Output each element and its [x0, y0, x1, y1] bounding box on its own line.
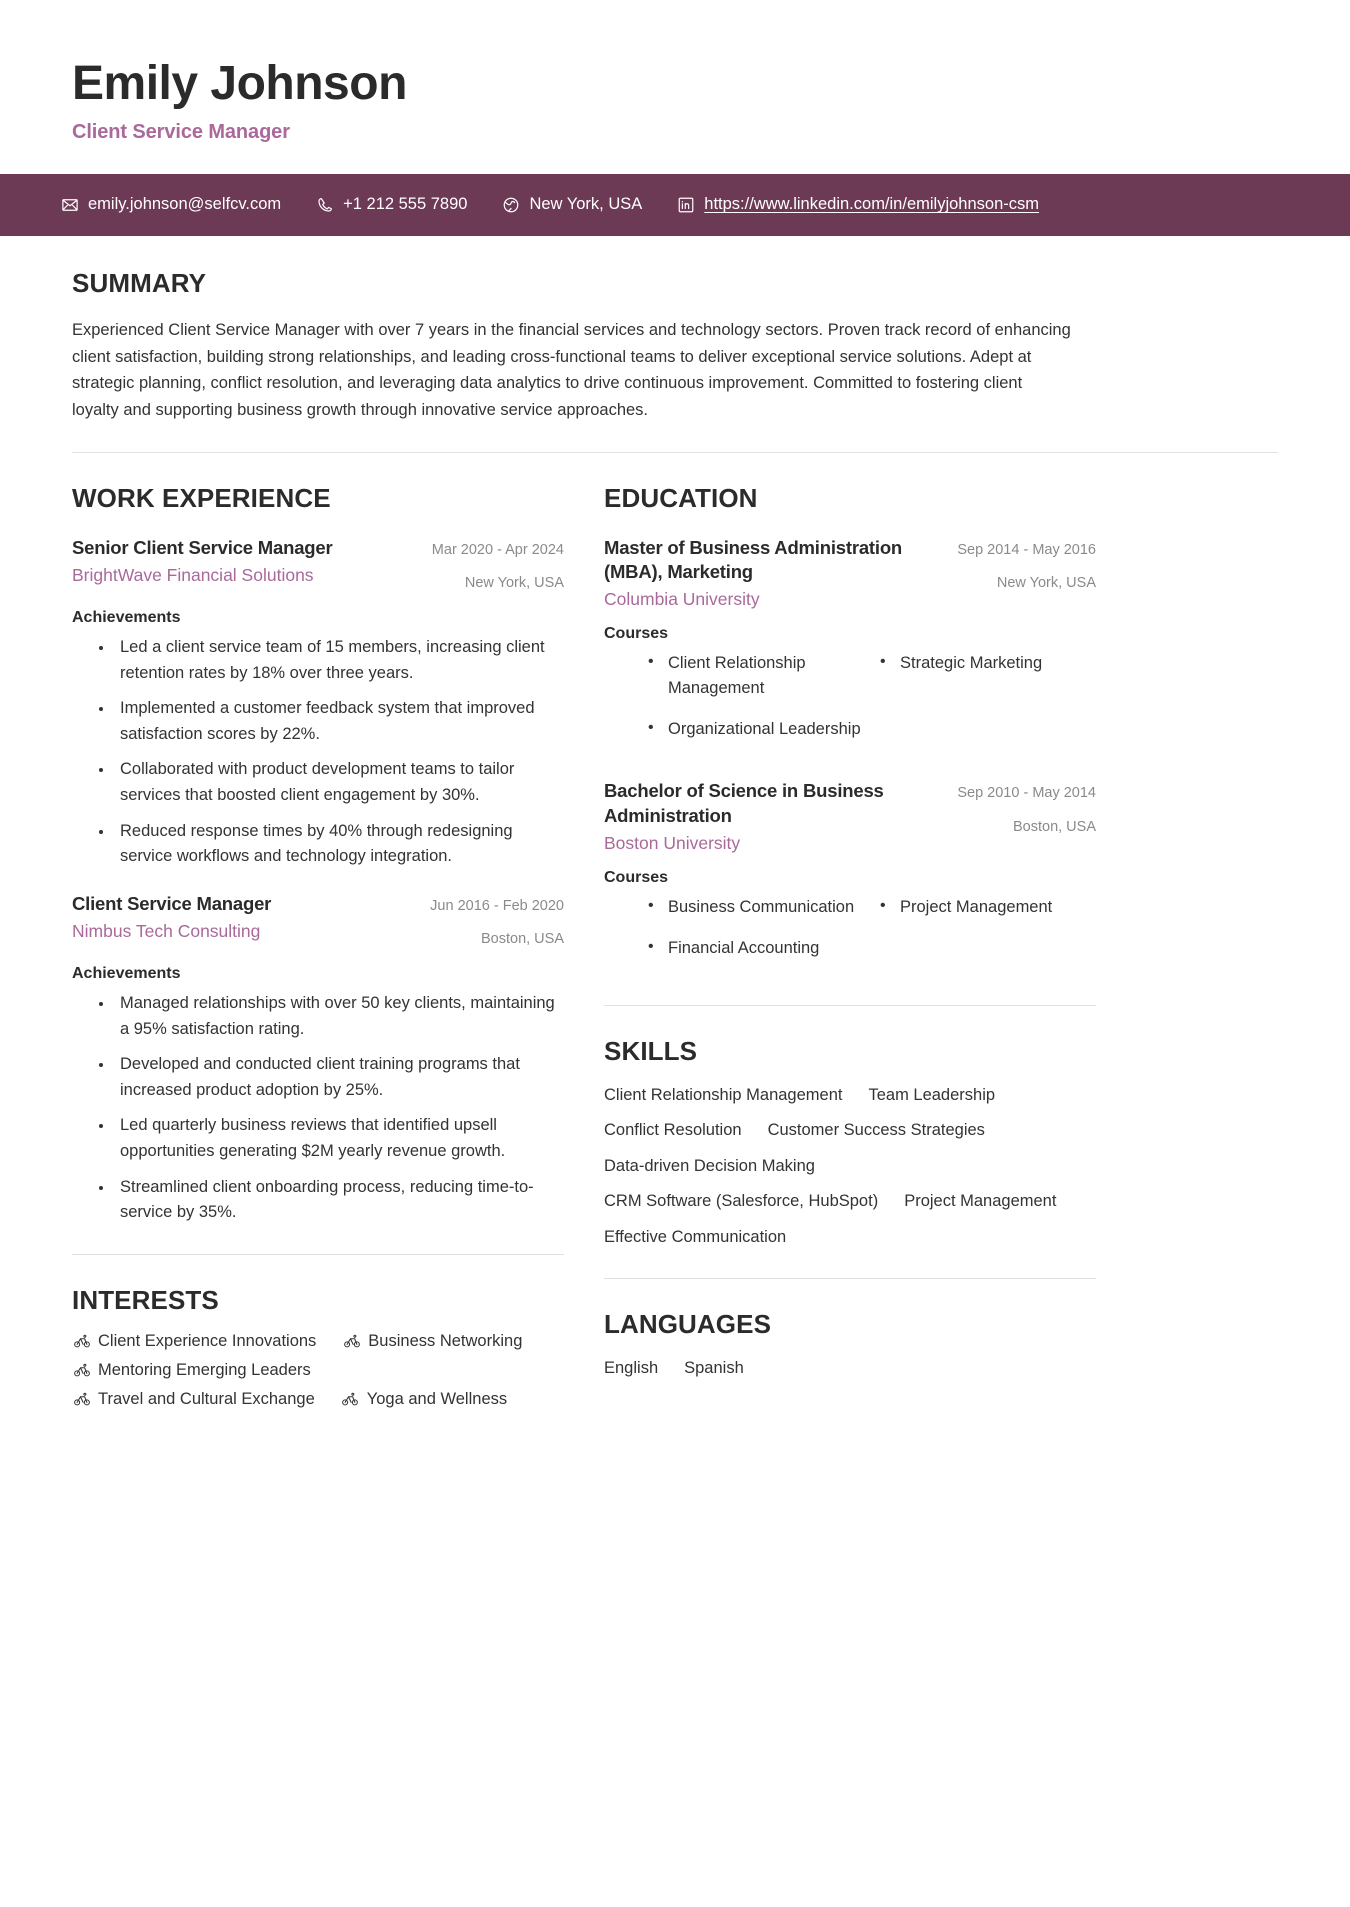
education-dates: Sep 2010 - May 2014: [957, 785, 1096, 802]
envelope-icon: [60, 195, 79, 214]
list-item: • Implemented a customer feedback system that improved satisfaction scores by 22%.: [114, 696, 564, 747]
contact-location-text: New York, USA: [529, 195, 643, 214]
contact-phone-text: +1 212 555 7890: [343, 195, 468, 214]
contact-location: [501, 195, 642, 214]
list-item: [72, 1390, 315, 1409]
bicycle-icon: [72, 1390, 91, 1409]
interest-label: Client Experience Innovations: [98, 1331, 317, 1350]
courses-column: [646, 651, 864, 757]
list-item: • Streamlined client onboarding process, reducing time-to-service by 35%.: [114, 1175, 564, 1226]
contact-phone[interactable]: [315, 195, 467, 214]
courses-column: [878, 651, 1096, 757]
left-column: [72, 479, 564, 1409]
work-location: New York, USA: [464, 575, 564, 592]
work-company: Nimbus Tech Consulting: [72, 921, 261, 942]
resume-header: [0, 0, 1350, 144]
interest-label: Yoga and Wellness: [366, 1389, 508, 1408]
bicycle-icon: [72, 1332, 91, 1351]
skills-divider: [604, 1005, 1096, 1006]
list-item: • Led quarterly business reviews that identified upsell opportunities generating $2M yearly revenue growth.: [114, 1113, 564, 1164]
education-location: Boston, USA: [1012, 819, 1096, 836]
skill-item: Conflict Resolution: [604, 1121, 742, 1140]
skill-item: Effective Communication: [604, 1227, 787, 1246]
candidate-job-title: Client Service Manager: [72, 120, 290, 143]
education-courses-grid: [604, 651, 1096, 757]
summary-title: SUMMARY: [72, 267, 207, 298]
interest-label: Business Networking: [368, 1331, 523, 1350]
contact-linkedin[interactable]: [676, 195, 1039, 214]
skill-item: CRM Software (Salesforce, HubSpot): [604, 1192, 879, 1211]
education-entry: [604, 536, 1096, 758]
summary-section: [72, 236, 1278, 453]
education-section: [604, 479, 1096, 977]
list-item: [341, 1390, 507, 1409]
list-item: • Reduced response times by 40% through redesigning service workflows and technology integration.: [114, 819, 564, 870]
work-entry: [72, 892, 564, 1226]
right-column: [604, 479, 1096, 1409]
list-item: • Developed and conducted client training programs that increased product adoption by 25%.: [114, 1052, 564, 1103]
work-achievements-list: [72, 635, 564, 870]
education-title: EDUCATION: [604, 482, 758, 513]
list-item: • Led a client service team of 15 members, increasing client retention rates by 18% over three years.: [114, 635, 564, 686]
skill-item: Team Leadership: [868, 1085, 996, 1104]
list-item: • Business Communication: [646, 895, 864, 920]
work-achievements-label: Achievements: [72, 965, 181, 983]
list-item: • Organizational Leadership: [646, 717, 864, 742]
contact-email[interactable]: [60, 195, 281, 214]
contact-bar: [0, 174, 1350, 236]
education-courses-grid: [604, 895, 1096, 977]
education-degree: Bachelor of Science in Business Administration: [604, 780, 884, 826]
work-dates: Jun 2016 - Feb 2020: [430, 897, 564, 914]
work-location: Boston, USA: [480, 931, 564, 948]
list-item: • Strategic Marketing: [878, 651, 1096, 676]
language-item: English: [604, 1359, 659, 1378]
interest-label: Travel and Cultural Exchange: [98, 1389, 315, 1408]
education-degree: Master of Business Administration (MBA), Marketing: [604, 536, 903, 583]
skill-item: Customer Success Strategies: [767, 1121, 985, 1140]
work-dates: Mar 2020 - Apr 2024: [431, 541, 564, 558]
interests-section: [72, 1281, 564, 1409]
list-item: • Client Relationship Management: [646, 651, 864, 701]
skills-title: SKILLS: [604, 1035, 698, 1066]
two-column-body: [72, 453, 1278, 1409]
interests-divider: [72, 1254, 564, 1255]
work-achievements-label: Achievements: [72, 609, 181, 627]
contact-email-text: emily.johnson@selfcv.com: [88, 195, 282, 214]
education-school: Columbia University: [604, 589, 760, 610]
interests-title: INTERESTS: [72, 1284, 219, 1315]
globe-icon: [501, 195, 520, 214]
skills-list: [604, 1083, 1074, 1251]
work-experience-section: [72, 479, 564, 1226]
list-item: • Project Management: [878, 895, 1096, 920]
interests-list: [72, 1332, 552, 1409]
work-position: Client Service Manager: [72, 892, 272, 914]
skill-item: Data-driven Decision Making: [604, 1156, 815, 1175]
contact-linkedin-link[interactable]: https://www.linkedin.com/in/emilyjohnson-csm: [704, 195, 1039, 214]
phone-icon: [315, 195, 334, 214]
languages-list: [604, 1356, 1074, 1382]
education-courses-label: Courses: [604, 625, 669, 643]
list-item: • Financial Accounting: [646, 936, 864, 961]
work-achievements-list: [72, 991, 564, 1226]
work-position: Senior Client Service Manager: [72, 536, 333, 558]
bicycle-icon: [342, 1332, 361, 1351]
language-item: Spanish: [684, 1359, 744, 1378]
work-entry: [72, 536, 564, 870]
bicycle-icon: [72, 1361, 91, 1380]
list-item: • Collaborated with product development teams to tailor services that boosted client engagement by 30%.: [114, 757, 564, 808]
list-item: [72, 1361, 311, 1380]
skills-section: [604, 1032, 1096, 1251]
work-experience-title: WORK EXPERIENCE: [72, 482, 331, 513]
skill-item: Client Relationship Management: [604, 1085, 843, 1104]
education-dates: Sep 2014 - May 2016: [957, 541, 1096, 558]
languages-divider: [604, 1278, 1096, 1279]
languages-title: LANGUAGES: [604, 1309, 772, 1340]
linkedin-icon: [676, 195, 695, 214]
education-location: New York, USA: [996, 575, 1096, 592]
education-courses-label: Courses: [604, 869, 669, 887]
work-company: BrightWave Financial Solutions: [72, 565, 314, 586]
education-entry: [604, 779, 1096, 976]
courses-column: [878, 895, 1096, 977]
list-item: • Managed relationships with over 50 key clients, maintaining a 95% satisfaction rating.: [114, 991, 564, 1042]
languages-section: [604, 1305, 1096, 1382]
summary-text: Experienced Client Service Manager with over 7 years in the financial services and technology sectors. Proven track record of enhancing client satisfaction, building strong relationships, and leading cross-functional teams to deliver exceptional service solutions. Adept at strategic planning, conflict resolution, and leveraging data analytics to drive continuous improvement. Committed to fostering client loyalty and supporting business growth through innovative service approaches.: [72, 320, 1071, 419]
list-item: [72, 1332, 316, 1351]
list-item: [342, 1332, 522, 1351]
candidate-name: Emily Johnson: [72, 57, 407, 110]
courses-column: [646, 895, 864, 977]
skill-item: Project Management: [904, 1192, 1057, 1211]
interest-label: Mentoring Emerging Leaders: [98, 1360, 311, 1379]
education-school: Boston University: [604, 833, 741, 854]
bicycle-icon: [341, 1390, 360, 1409]
